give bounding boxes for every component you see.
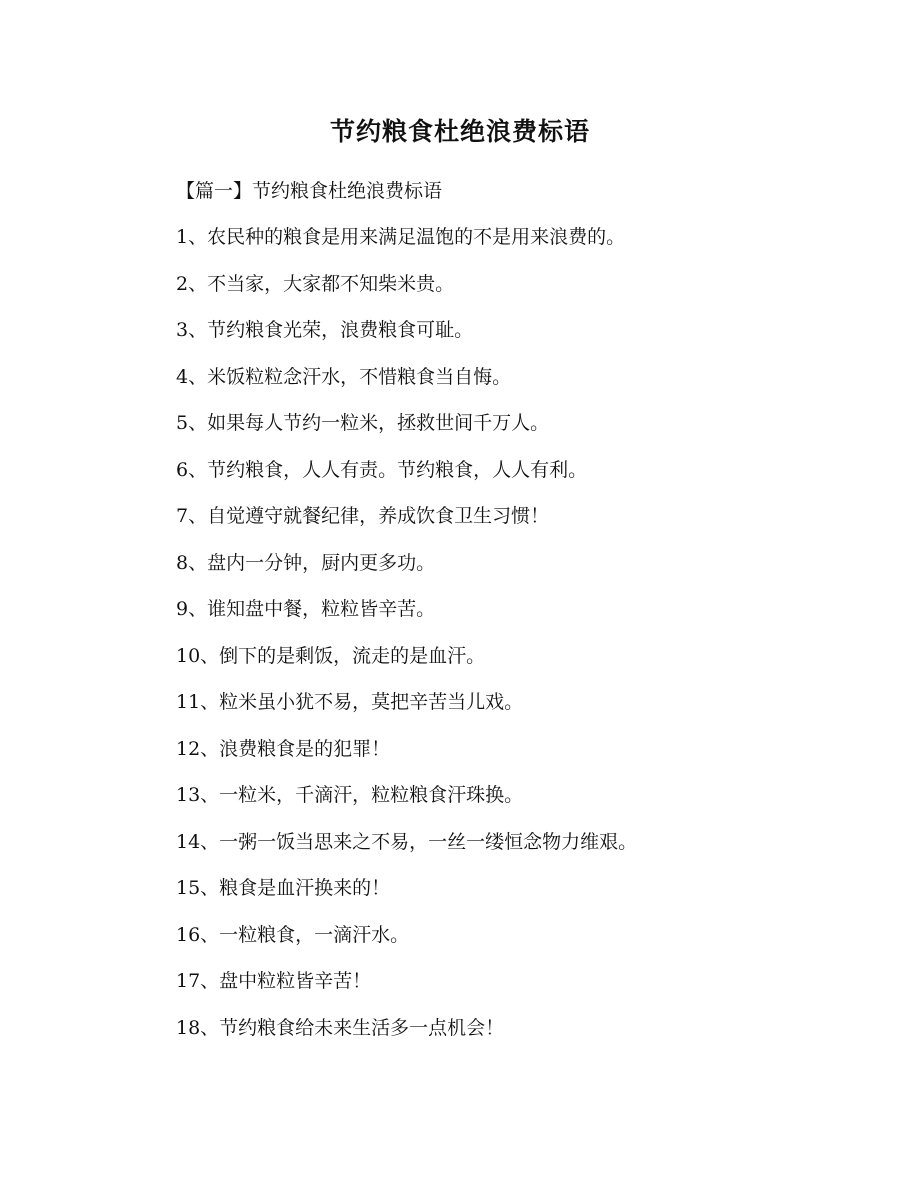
slogan-item: 11、粒米虽小犹不易，莫把辛苦当儿戏。	[176, 691, 524, 713]
slogan-item: 8、盘内一分钟，厨内更多功。	[176, 551, 436, 574]
slogan-item: 12、浪费粮食是的犯罪！	[176, 737, 391, 760]
section-heading: 【篇一】节约粮食杜绝浪费标语	[176, 180, 443, 202]
slogan-item: 3、节约粮食光荣，浪费粮食可耻。	[176, 319, 474, 341]
slogan-item: 15、粮食是血汗换来的！	[176, 877, 391, 899]
slogan-item: 1、农民种的粮食是用来满足温饱的不是用来浪费的。	[176, 226, 626, 248]
slogan-item: 2、不当家，大家都不知柴米贵。	[176, 272, 455, 295]
document-title: 节约粮食杜绝浪费标语	[329, 117, 590, 146]
slogan-item: 14、一粥一饭当思来之不易，一丝一缕恒念物力维艰。	[176, 830, 638, 853]
slogan-list	[176, 220, 637, 1057]
slogan-item: 10、倒下的是剩饭，流走的是血汗。	[176, 644, 486, 667]
slogan-item: 7、自觉遵守就餐纪律，养成饮食卫生习惯！	[176, 505, 550, 527]
slogan-item: 17、盘中粒粒皆辛苦！	[176, 970, 372, 992]
slogan-item: 4、米饭粒粒念汗水，不惜粮食当自悔。	[176, 365, 512, 388]
slogan-item: 5、如果每人节约一粒米，拯救世间千万人。	[176, 412, 550, 434]
slogan-item: 18、节约粮食给未来生活多一点机会！	[176, 1016, 505, 1039]
slogan-item: 6、节约粮食，人人有责。节约粮食，人人有利。	[176, 458, 588, 481]
slogan-item: 9、谁知盘中餐，粒粒皆辛苦。	[176, 598, 436, 620]
slogan-item: 13、一粒米，千滴汗，粒粒粮食汗珠换。	[176, 784, 524, 806]
slogan-item: 16、一粒粮食，一滴汗水。	[176, 923, 410, 946]
